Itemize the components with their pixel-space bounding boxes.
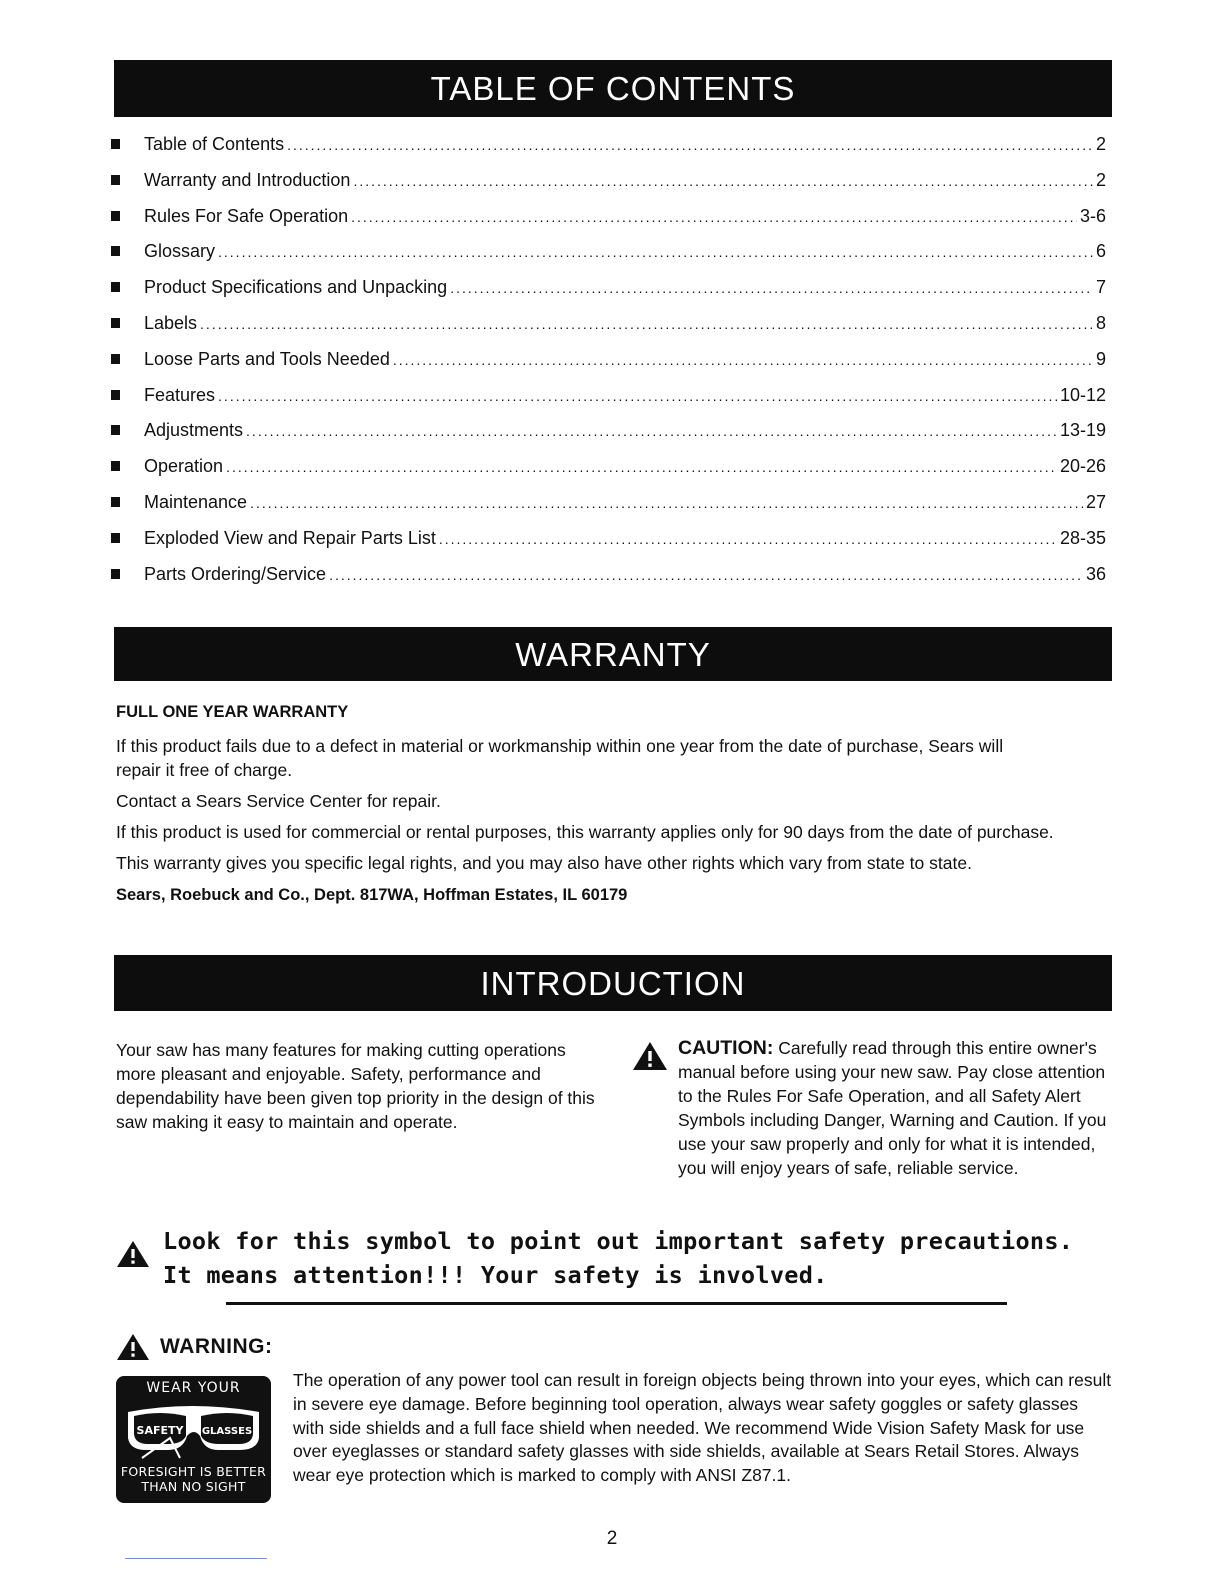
- badge-left-lens-text: SAFETY: [136, 1424, 184, 1437]
- warning-triangle-icon: [632, 1041, 668, 1071]
- dot-leader: [218, 388, 1057, 404]
- toc-entry: [111, 349, 1106, 385]
- dot-leader: [353, 173, 1093, 189]
- bullet-icon: [111, 533, 120, 543]
- safety-symbol-note: [116, 1224, 1116, 1292]
- bullet-icon: [111, 390, 120, 400]
- toc-entry: [111, 206, 1106, 242]
- dot-leader: [287, 137, 1093, 153]
- toc-entry-page: 27: [1085, 491, 1106, 512]
- toc-entry-page: 6: [1095, 241, 1106, 262]
- toc-list: [111, 134, 1106, 599]
- badge-top-text: WEAR YOUR: [146, 1380, 241, 1396]
- warning-text: The operation of any power tool can result in foreign objects being thrown into your eyes, which can result in severe eye damage. Before beginning tool operation, always wear safety goggles or safety glasses with side shields and a full face shield when needed. We recommend Wide Vision Safety Mask for use over eyeglasses or standard safety glasses with side shields, available at Sears Retail Stores. Always wear eye protection which is marked to comply with ANSI Z87.1.: [293, 1370, 1112, 1486]
- dot-leader: [351, 209, 1077, 225]
- badge-bottom-line: FORESIGHT IS BETTER: [120, 1464, 267, 1479]
- footer-rule: [125, 1558, 267, 1559]
- toc-entry: [111, 277, 1106, 313]
- warranty-paragraph: If this product is used for commercial or rental purposes, this warranty applies only for 90 days from the date of purchase.: [116, 822, 1054, 842]
- bullet-icon: [111, 318, 120, 328]
- safety-glasses-icon: [122, 1398, 265, 1462]
- toc-entry-page: 13-19: [1059, 420, 1106, 441]
- warranty-section: [116, 700, 1106, 914]
- toc-entry: [111, 313, 1106, 349]
- toc-entry-page: 2: [1095, 169, 1106, 190]
- toc-entry-page: 2: [1095, 134, 1106, 154]
- toc-entry: [111, 420, 1106, 456]
- toc-entry: [111, 241, 1106, 277]
- warning-triangle-icon: [116, 1333, 150, 1361]
- warranty-heading: WARRANTY: [114, 627, 1112, 681]
- toc-entry-page: 28-35: [1059, 527, 1106, 548]
- toc-entry-page: 8: [1095, 312, 1106, 333]
- bullet-icon: [111, 569, 120, 579]
- toc-entry-page: 9: [1095, 348, 1106, 369]
- toc-entry-page: 3-6: [1079, 205, 1106, 226]
- bullet-icon: [111, 139, 120, 149]
- toc-entry: [111, 134, 1106, 170]
- toc-entry-title: Table of Contents: [144, 134, 285, 154]
- badge-bottom-text: [116, 1464, 271, 1494]
- bullet-icon: [111, 211, 120, 221]
- toc-entry-title: Rules For Safe Operation: [144, 205, 349, 226]
- bullet-icon: [111, 246, 120, 256]
- dot-leader: [226, 459, 1057, 475]
- dot-leader: [218, 244, 1093, 260]
- toc-entry: [111, 170, 1106, 206]
- warranty-subheading: FULL ONE YEAR WARRANTY: [116, 703, 349, 721]
- dot-leader: [250, 495, 1083, 511]
- toc-entry: [111, 528, 1106, 564]
- toc-entry: [111, 564, 1106, 600]
- warranty-paragraph: This warranty gives you specific legal rights, and you may also have other rights which vary from state to state.: [116, 853, 972, 873]
- caution-text-wrapper: [678, 1036, 1112, 1180]
- toc-entry-title: Labels: [144, 312, 198, 333]
- introduction-heading: INTRODUCTION: [114, 955, 1112, 1011]
- bullet-icon: [111, 497, 120, 507]
- caution-block: [632, 1036, 1112, 1180]
- toc-entry-title: Glossary: [144, 241, 216, 262]
- toc-heading: TABLE OF CONTENTS: [114, 60, 1112, 117]
- safety-symbol-note-text: Look for this symbol to point out important safety precautions. It means attention!!! Your safety is involved.: [163, 1227, 1074, 1289]
- bullet-icon: [111, 461, 120, 471]
- badge-right-lens-text: GLASSES: [201, 1426, 253, 1437]
- toc-entry-title: Product Specifications and Unpacking: [144, 277, 448, 298]
- bullet-icon: [111, 175, 120, 185]
- caution-label: CAUTION:: [678, 1037, 774, 1059]
- toc-entry-page: 20-26: [1059, 456, 1106, 477]
- dot-leader: [439, 531, 1057, 547]
- dot-leader: [329, 567, 1083, 583]
- dot-leader: [393, 352, 1093, 368]
- toc-entry-page: 36: [1085, 563, 1106, 584]
- toc-entry-page: 10-12: [1059, 384, 1106, 405]
- safety-glasses-badge: [116, 1376, 271, 1503]
- dot-leader: [450, 280, 1093, 296]
- toc-entry-page: 7: [1095, 277, 1106, 298]
- page-number: 2: [606, 1528, 618, 1549]
- bullet-icon: [111, 282, 120, 292]
- dot-leader: [200, 316, 1093, 332]
- warranty-paragraph: Contact a Sears Service Center for repair.: [116, 791, 441, 811]
- badge-bottom-line: THAN NO SIGHT: [141, 1479, 246, 1494]
- toc-entry-title: Features: [144, 384, 216, 405]
- introduction-text: Your saw has many features for making cutting operations more pleasant and enjoyable. Safety, performance and dependability have been given top priority in the design of this saw making it easy to maintain and operate.: [116, 1040, 595, 1132]
- warranty-paragraph: If this product fails due to a defect in material or workmanship within one year from the date of purchase, Sears will repair it free of charge.: [116, 736, 1004, 780]
- toc-entry: [111, 385, 1106, 421]
- warning-triangle-icon: [116, 1240, 150, 1268]
- toc-entry-title: Operation: [144, 456, 224, 477]
- toc-entry-title: Exploded View and Repair Parts List: [144, 527, 436, 548]
- divider: [226, 1302, 1007, 1305]
- bullet-icon: [111, 425, 120, 435]
- toc-entry-title: Adjustments: [144, 420, 244, 441]
- toc-entry-title: Loose Parts and Tools Needed: [144, 348, 390, 369]
- toc-entry: [111, 456, 1106, 492]
- toc-entry: [111, 492, 1106, 528]
- toc-entry-title: Maintenance: [144, 491, 248, 512]
- warning-heading: [116, 1333, 273, 1361]
- bullet-icon: [111, 354, 120, 364]
- caution-text: Carefully read through this entire owner's manual before using your new saw. Pay close attention to the Rules For Safe Operation, and all Safety Alert Symbols including Danger, Warning and Caution. If you use your saw properly and only for what it is intended, you will enjoy years of safe, reliable service.: [678, 1038, 1107, 1178]
- dot-leader: [246, 423, 1057, 439]
- toc-entry-title: Parts Ordering/Service: [144, 563, 327, 584]
- warning-label: WARNING:: [160, 1335, 273, 1358]
- toc-entry-title: Warranty and Introduction: [144, 169, 351, 190]
- warranty-address: Sears, Roebuck and Co., Dept. 817WA, Hoffman Estates, IL 60179: [116, 886, 628, 904]
